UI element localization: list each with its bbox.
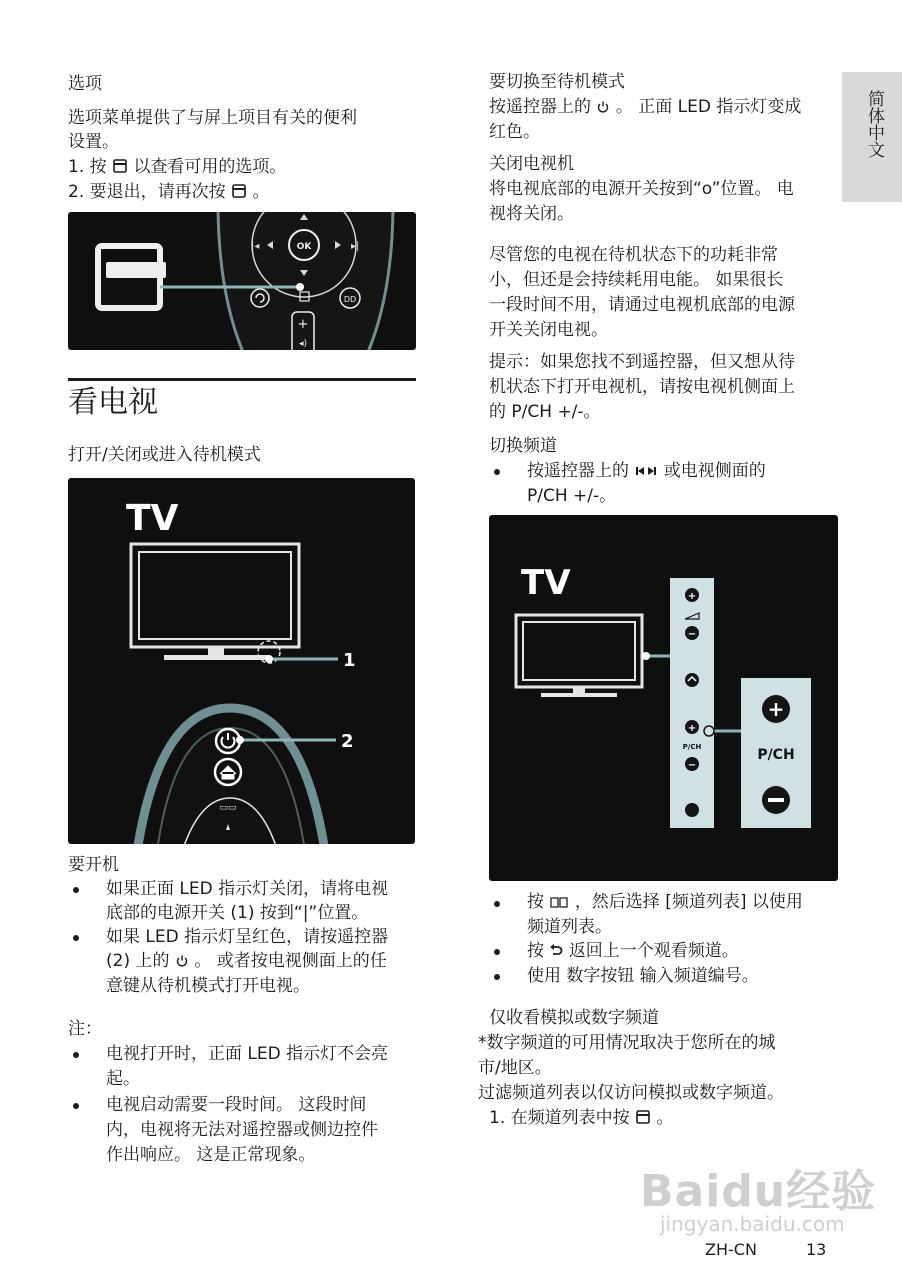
energy-line3: 一段时间不用，请通过电视机底部的电源 [489, 295, 795, 315]
options-text-line1: 选项菜单提供了与屏上项目有关的便利 [68, 108, 357, 128]
list-bullet1-line1: 按 ，然后选择 [频道列表] 以使用 [527, 892, 803, 912]
analog-line3: 过滤频道列表以仅访问模拟或数字频道。 [478, 1083, 784, 1103]
analog-line1: *数字频道的可用情况取决于您所在的城 [478, 1033, 776, 1053]
options-icon [231, 183, 247, 199]
standby-heading: 要切换至待机模式 [489, 72, 625, 92]
pch-figure [489, 515, 838, 881]
note-bullet2-line1: 电视启动需要一段时间。 这段时间 [106, 1095, 367, 1115]
callout-1: 1 [343, 650, 356, 671]
footer-language: ZH-CN [705, 1240, 757, 1259]
turn-on-bullet2-line1: 如果 LED 指示灯呈红色，请按遥控器 [106, 927, 389, 947]
options-icon [635, 1109, 651, 1125]
switch-channel-heading: 切换频道 [489, 436, 557, 456]
bullet [73, 1103, 79, 1109]
list-bullet3: 使用 数字按钮 输入频道编号。 [527, 966, 759, 986]
bullet [73, 887, 79, 893]
pch-label-big: P/CH [757, 747, 795, 763]
analog-digital-heading: 仅收看模拟或数字频道 [489, 1008, 659, 1028]
tv-screen [516, 615, 642, 687]
bullet [494, 901, 500, 907]
svg-text:DD: DD [343, 295, 357, 304]
tip-line2: 机状态下打开电视机，请按电视机侧面上 [489, 377, 795, 397]
turn-on-bullet2-line3: 意键从待机模式打开电视。 [106, 976, 310, 996]
options-step-1: 1. 按 以查看可用的选项。 [68, 157, 287, 177]
tv-label: TV [126, 498, 179, 539]
svg-text:+: + [687, 723, 697, 734]
page-number: 13 [806, 1240, 827, 1259]
bullet [494, 974, 500, 980]
callout-2: 2 [341, 731, 354, 752]
prev-next-icon [634, 464, 658, 478]
section-divider [68, 378, 416, 381]
options-text-line2: 设置。 [68, 132, 119, 152]
pch-label-small: P/CH [682, 743, 702, 751]
note-bullet2-line3: 作出响应。 这是正常现象。 [106, 1145, 316, 1165]
turn-on-bullet2-line2: (2) 上的 。 或者按电视侧面上的任 [106, 951, 387, 971]
home-icon [685, 673, 699, 687]
note-bullet1-line1: 电视打开时，正面 LED 指示灯不会亮 [106, 1044, 389, 1064]
svg-text:▸|: ▸| [351, 241, 360, 252]
bullet [494, 469, 500, 475]
tv-screen [131, 544, 299, 647]
power-icon [175, 954, 189, 968]
svg-text:+: + [297, 317, 309, 332]
section-title: 看电视 [68, 385, 158, 420]
language-label: 简体中文 [864, 90, 884, 158]
bullet [73, 935, 79, 941]
list-bullet1-line2: 频道列表。 [527, 917, 612, 937]
svg-text:▭▭: ▭▭ [219, 803, 237, 813]
power-icon [596, 100, 610, 114]
analog-line4: 1. 在频道列表中按 。 [489, 1108, 674, 1128]
off-line2: 视将关闭。 [489, 204, 574, 224]
svg-text:−: − [687, 760, 697, 771]
energy-line1: 尽管您的电视在待机状态下的功耗非常 [489, 245, 778, 265]
off-heading: 关闭电视机 [489, 154, 574, 174]
standby-line1: 按遥控器上的 。 正面 LED 指示灯变成 [489, 97, 802, 117]
turn-on-bullet1-line2: 底部的电源开关 (1) 按到“|”位置。 [106, 903, 369, 923]
note-bullet1-line2: 起。 [106, 1069, 140, 1089]
note-bullet2-line2: 内，电视将无法对遥控器或侧边控件 [106, 1120, 378, 1140]
svg-text:+: + [687, 591, 697, 602]
bullet [73, 1052, 79, 1058]
options-heading: 选项 [68, 74, 102, 94]
svg-text:|◂: |◂ [251, 241, 260, 252]
svg-text:◂): ◂) [298, 339, 308, 349]
language-tab [842, 72, 902, 202]
guide-book-icon [549, 895, 569, 909]
tip-line3: 的 P/CH +/-。 [489, 402, 601, 422]
options-remote-figure [68, 212, 416, 350]
tip-line1: 提示：如果您找不到遥控器，但又想从待 [489, 352, 795, 372]
turn-on-bullet1-line1: 如果正面 LED 指示灯关闭，请将电视 [106, 879, 389, 899]
options-icon [112, 158, 128, 174]
energy-line4: 开关关闭电视。 [489, 320, 608, 340]
tv-power-figure [68, 478, 415, 844]
ok-label: OK [296, 242, 312, 252]
watermark-logo: Baidu经验 [640, 1166, 877, 1217]
bullet [494, 949, 500, 955]
back-icon [549, 944, 563, 958]
analog-line2: 市/地区。 [478, 1058, 552, 1078]
turn-on-heading: 要开机 [68, 855, 119, 875]
switch-bullet-line1: 按遥控器上的 或电视侧面的 [527, 461, 766, 481]
energy-line2: 小，但还是会持续耗用电能。 如果很长 [489, 270, 784, 290]
svg-text:+: + [767, 697, 785, 721]
power-heading: 打开/关闭或进入待机模式 [68, 445, 261, 465]
watermark-url: jingyan.baidu.com [660, 1212, 845, 1236]
switch-bullet-line2: P/CH +/-。 [527, 486, 617, 506]
options-step-2: 2. 要退出，请再次按 。 [68, 182, 270, 202]
list-bullet2: 按 返回上一个观看频道。 [527, 941, 739, 961]
power-icon [685, 803, 699, 817]
tv-label: TV [521, 563, 571, 603]
note-heading: 注： [68, 1019, 102, 1039]
standby-line2: 红色。 [489, 122, 540, 142]
off-line1: 将电视底部的电源开关按到“o”位置。 电 [489, 179, 794, 199]
svg-text:−: − [687, 629, 697, 640]
